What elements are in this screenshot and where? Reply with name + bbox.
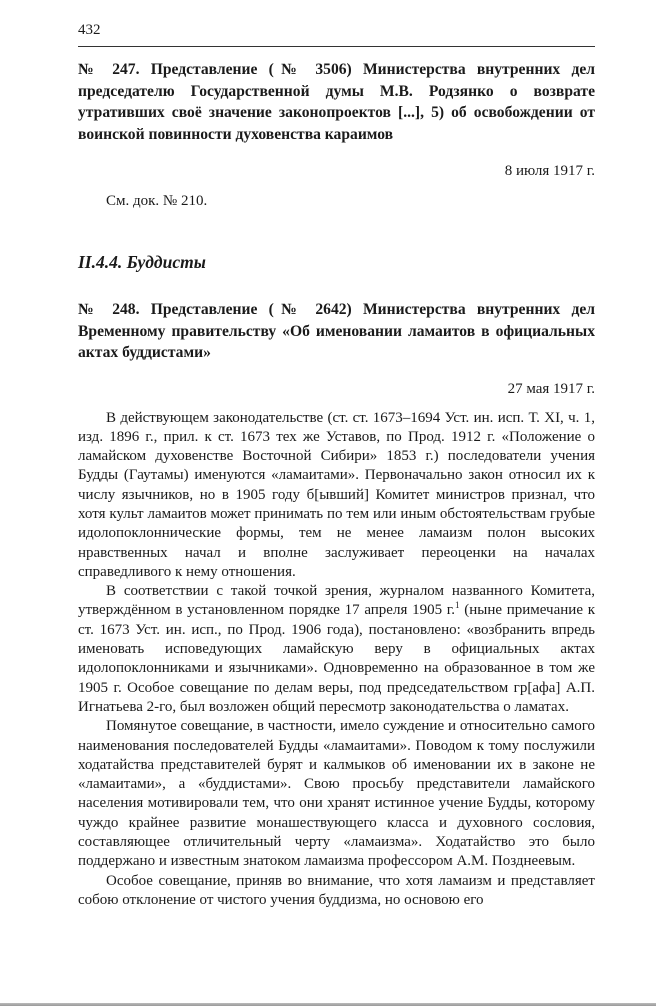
document-248-title: № 248. Представление (№ 2642) Министерства внутренних дел Временному правительству «Об именовании ламаитов в официальных актах буддистами» — [78, 301, 595, 361]
page — [78, 20, 595, 910]
section-heading: II.4.4. Буддисты — [78, 252, 206, 272]
document-247-reference: См. док. № 210. — [106, 193, 208, 209]
footnote-mark: 1 — [455, 600, 460, 611]
body-paragraph-4: Особое совещание, приняв во внимание, что хотя ламаизм и представляет собою отклонение от чистого учения буддизма, но основою его — [78, 872, 595, 908]
body-paragraph-2 — [78, 582, 595, 717]
body-paragraph-1: В действующем законодательстве (ст. ст. 1673–1694 Уст. ин. исп. Т. XI, ч. 1, изд. 1896 г., прил. к ст. 1673 тех же Уставов, по Прод. 1912 г. «Положение о ламайском духовенстве Восточной Сибири» 1853 г.) последователи учения Будды (Гаутамы) именуются «ламаитами». Первоначально закон относил их к числу язычников, но в 1905 году б[ывший] Комитет министров признал, что хотя культ ламаитов может принимать по тем или иным обстоятельствам грубые идолопоклоннические формы, тем не менее ламаизм полон высоких нравственных начал и вполне заслуживает переоценки на началах справедливого к нему отношения. — [78, 409, 595, 580]
page-number: 432 — [78, 22, 101, 38]
header-rule — [78, 46, 595, 47]
body-paragraph-3: Помянутое совещание, в частности, имело суждение и относительно самого наименования последователей Будды «ламаитами». Поводом к тому послужили ходатайства представителей бурят и калмыков об именовании их в законе не «ламаитами», а «буддистами». Свою просьбу представители ламайского населения мотивировали тем, что они хранят истинное учение Будды, которому чуждо крайнее развитие монашествующего класса и духовного сословия, составляющее отличительный черту «ламаизма». Ходатайство это было поддержано и известным знатоком ламаизма профессором А.М. Позднеевым. — [78, 718, 595, 870]
document-248-body — [78, 409, 595, 911]
document-248-date: 27 мая 1917 г. — [507, 380, 595, 397]
document-247-title: № 247. Представление (№ 3506) Министерства внутренних дел председателю Государственной думы М.В. Родзянко о возврате утративших своё значение законопроектов [...], 5) об освобождении от воинской повинности духовенства караимов — [78, 61, 595, 143]
paragraph-2-text-end: (ныне примечание к ст. 1673 Уст. ин. исп., по Прод. 1906 года), постановлено: «возбранить впредь именовать исповедующих ламайскую веру в официальных актах идолопоклонниками и язычниками». Одновременно на образованное в том же 1905 г. Особое совещание по делам веры, под председательством гр[афа] А.П. Игнатьева 2-го, был возложен общий пересмотр законодательства о ламатах. — [78, 602, 595, 715]
document-247-date: 8 июля 1917 г. — [504, 163, 595, 179]
paragraph-2-text-start: В соответствии с такой точкой зрения, журналом названного Комитета, утверждённом в установленном порядке 17 апреля 1905 г. — [78, 583, 595, 619]
